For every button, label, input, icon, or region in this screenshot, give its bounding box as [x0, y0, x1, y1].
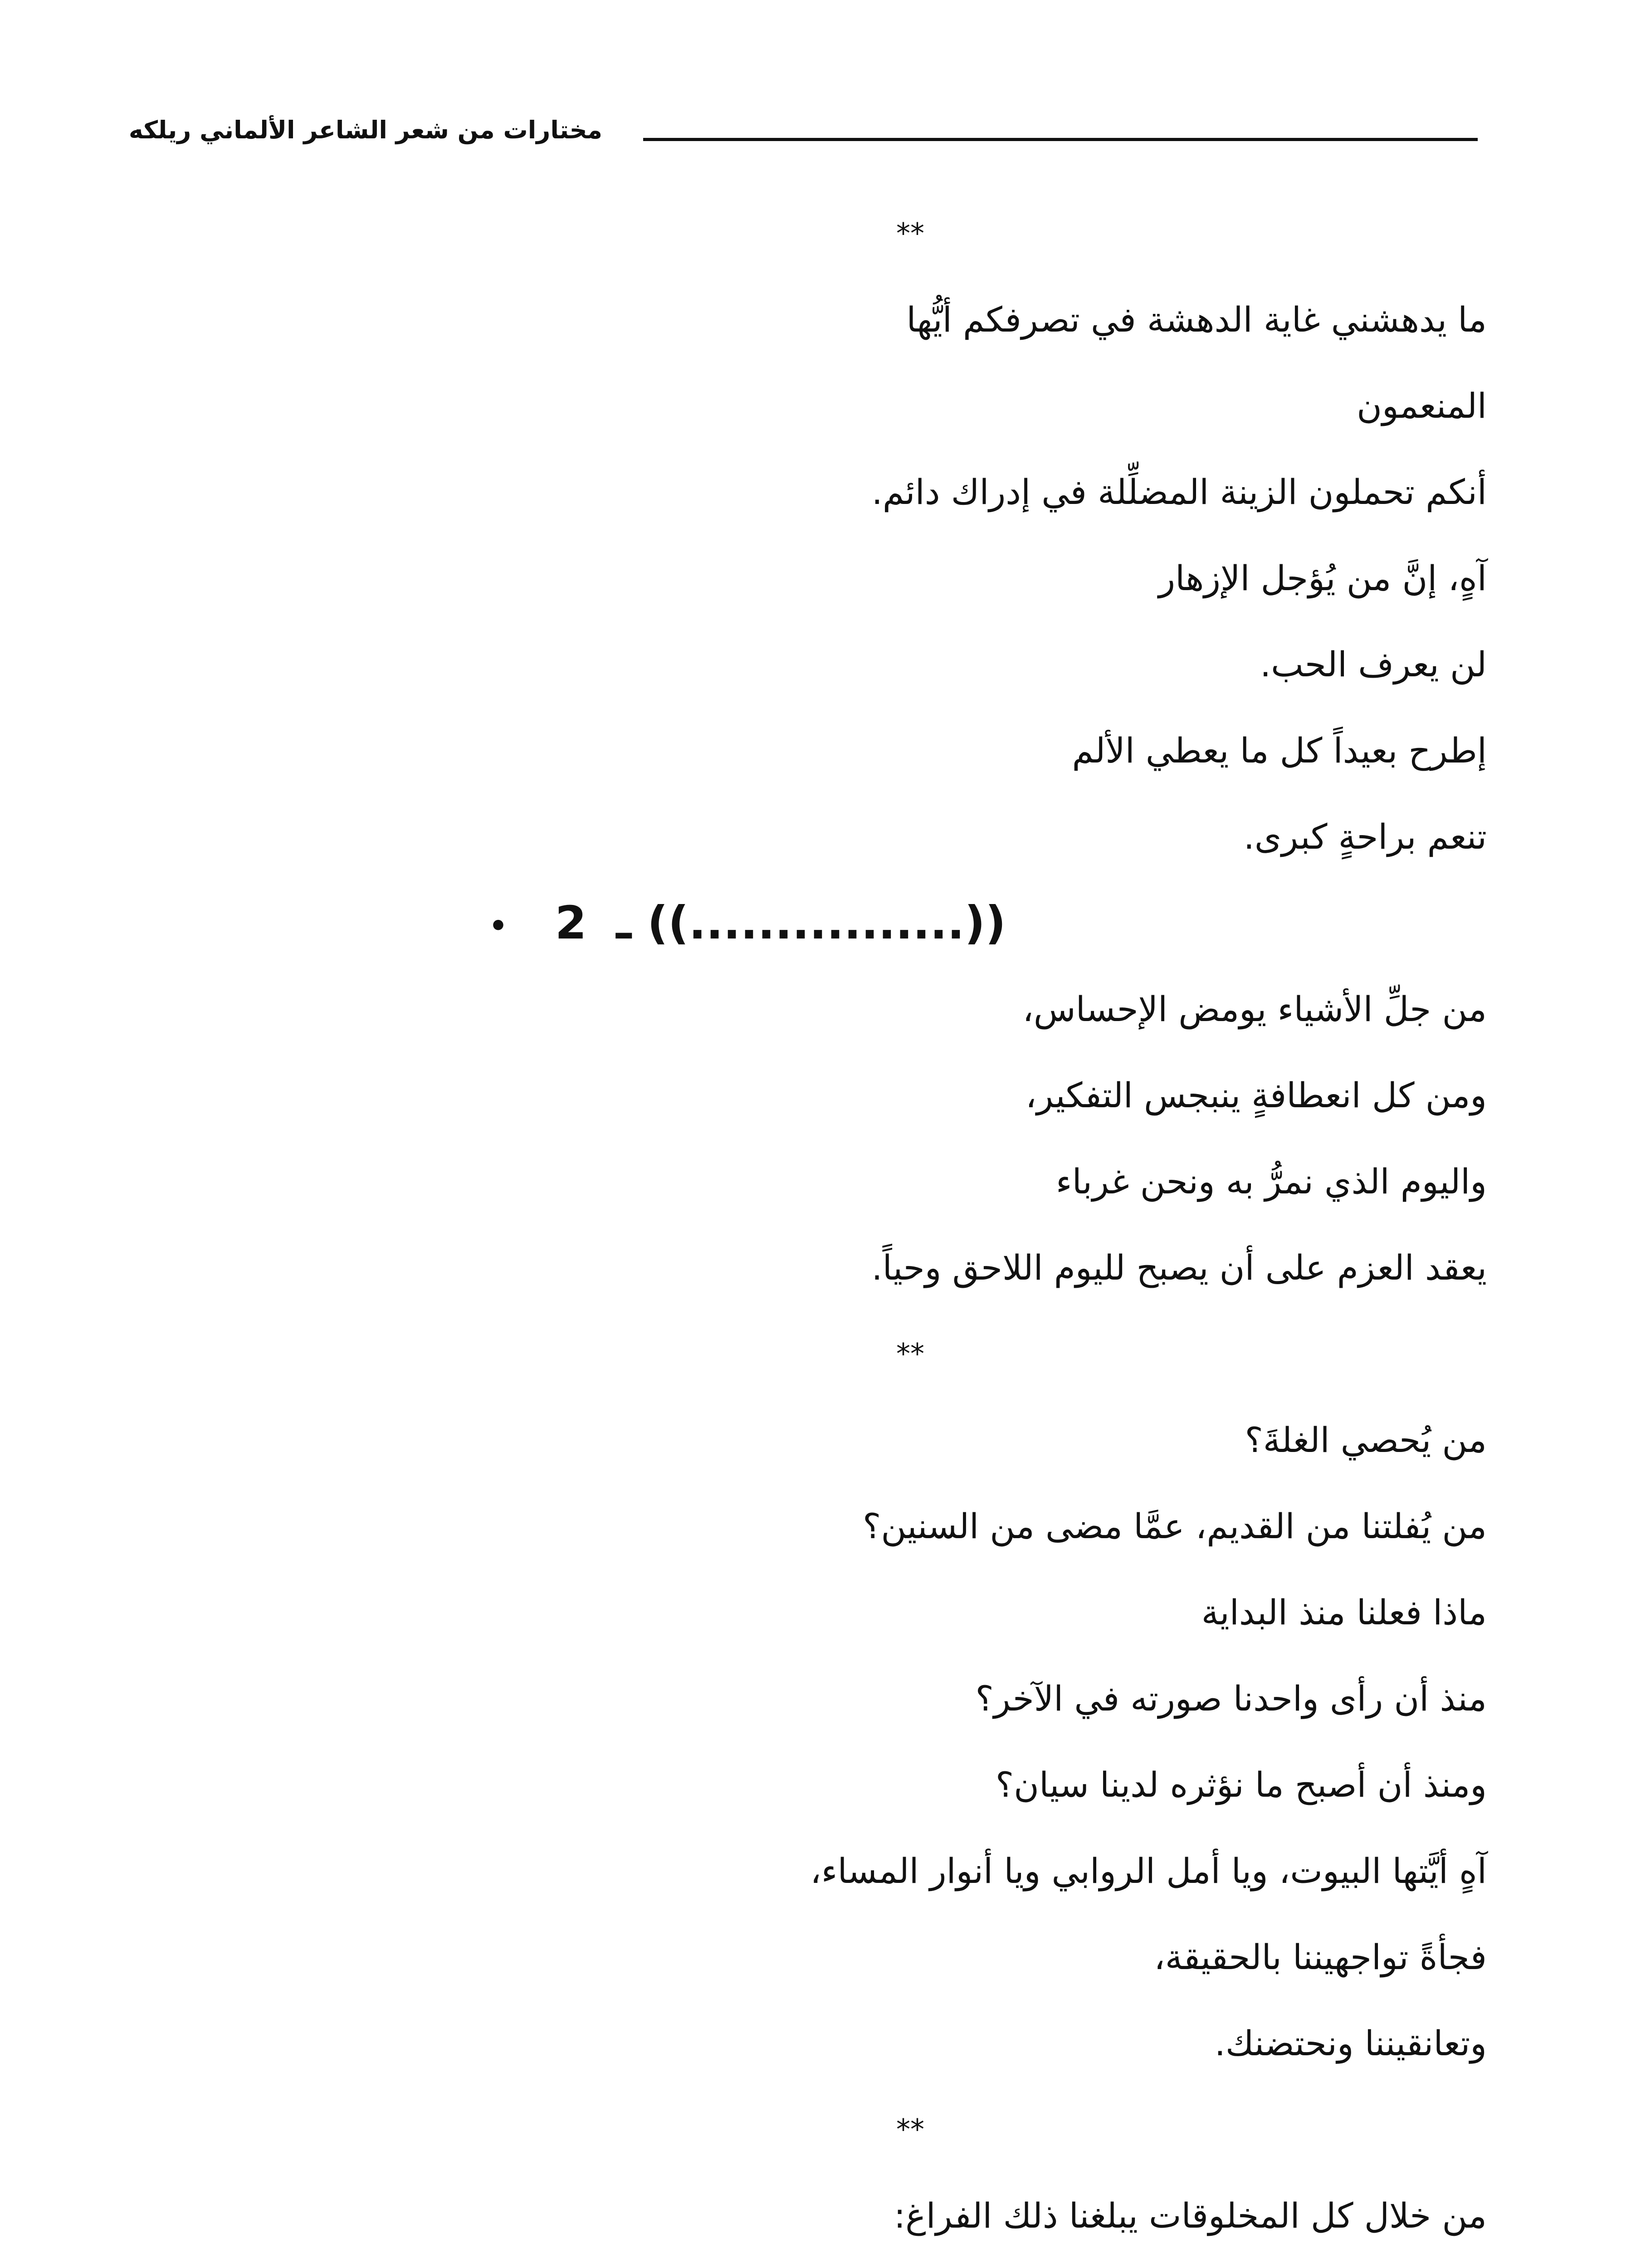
verse-line: أنكم تحملون الزينة المضلِّلة في إدراك دائم. — [871, 472, 1487, 512]
verse-line: ماذا فعلنا منذ البداية — [1201, 1592, 1487, 1633]
section-title: ـ ((................)) — [616, 896, 1006, 949]
section-number: 2 — [555, 896, 587, 949]
poem-body — [489, 191, 1487, 2259]
verse-line: وتعانقيننا ونحتضنك. — [1214, 2023, 1487, 2063]
verse-line: ومنذ أن أصبح ما نؤثره لدينا سيان؟ — [995, 1765, 1487, 1805]
verse-line: من خلال كل المخلوقات يبلغنا ذلك الفراغ: — [894, 2195, 1487, 2236]
section-heading — [489, 880, 1487, 966]
stanza-separator: ** — [896, 1337, 924, 1370]
verse-line: منذ أن رأى واحدنا صورته في الآخر؟ — [975, 1678, 1487, 1719]
verse-line: فجأةً تواجهيننا بالحقيقة، — [1154, 1937, 1487, 1977]
stanza-separator: ** — [896, 217, 924, 250]
verse-line: تنعم براحةٍ كبرى. — [1243, 816, 1487, 857]
verse-line: إطرح بعيداً كل ما يعطي الألم — [1072, 730, 1487, 771]
header-rule — [643, 138, 1478, 141]
stanza-separator: ** — [896, 2113, 924, 2146]
verse-line: ما يدهشني غاية الدهشة في تصرفكم أيُّها — [906, 299, 1487, 340]
verse-line: المنعمون — [1357, 386, 1487, 426]
verse-line: من جلِّ الأشياء يومض الإحساس، — [1022, 989, 1487, 1029]
verse-line: لن يعرف الحب. — [1260, 644, 1487, 684]
section-bullet: • — [489, 909, 508, 943]
verse-line: آهٍ، إنَّ من يُؤجل الإزهار — [1158, 558, 1487, 598]
verse-line: من يُفلتنا من القديم، عمَّا مضى من السنين؟ — [863, 1506, 1487, 1546]
verse-line: من يُحصي الغلةَ؟ — [1245, 1420, 1487, 1460]
verse-line: واليوم الذي نمرُّ به ونحن غرباء — [1055, 1161, 1487, 1202]
running-title: مختارات من شعر الشاعر الألماني ريلكه — [128, 116, 602, 144]
verse-line: يعقد العزم على أن يصبح لليوم اللاحق وحياً. — [871, 1247, 1487, 1288]
verse-line: آهٍ أيَّتها البيوت، ويا أمل الروابي ويا أنوار المساء، — [810, 1851, 1487, 1891]
verse-line: ومن كل انعطافةٍ ينبجس التفكير، — [1025, 1075, 1487, 1115]
